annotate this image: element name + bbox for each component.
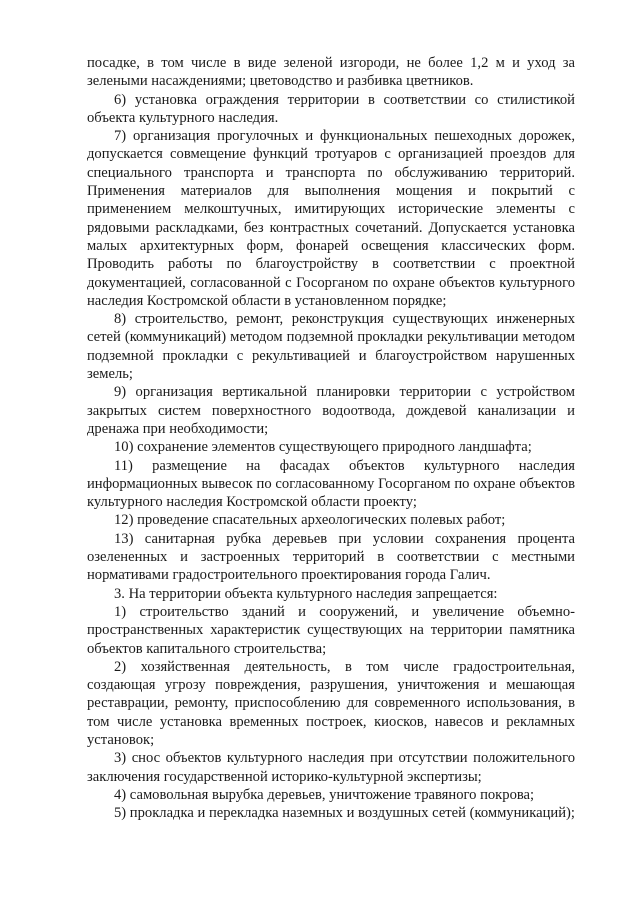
paragraph-item-11: 11) размещение на фасадах объектов культурного наследия информационных вывесок по согласованному Госорганом по охране объектов культурного наследия Костромской области проекту; (87, 457, 575, 511)
section-heading-3: 3. На территории объекта культурного наследия запрещается: (114, 585, 498, 602)
paragraph-continuation: посадке, в том числе в виде зеленой изгороди, не более 1,2 м и уход за зелеными насаждениями; цветоводство и разбивка цветников. (87, 55, 575, 90)
paragraph-item-7: 7) организация прогулочных и функциональных пешеходных дорожек, допускается совмещение функций тротуаров с организацией проездов для специального транспорта и транспорта по обслуживанию территорий. Применения материалов для выполнения мощения и покрытий с применением мелкоштучных, имитирующих исторические элементы с рядовыми раскладками, без контрастных сочетаний. Допускается установка малых архитектурных форм, фонарей освещения классических форм. Проводить работы по благоустройству в соответствии с проектной документацией, согласованной с Госорганом по охране объектов культурного наследия Костромской области в установленном порядке; (87, 128, 575, 309)
paragraph-item-8: 8) строительство, ремонт, реконструкция существующих инженерных сетей (коммуникаций) методом подземной прокладки рекультивации методом подземной прокладки с рекультивацией и благоустройством нарушенных земель; (87, 311, 575, 383)
prohibition-item-2: 2) хозяйственная деятельность, в том числе градостроительная, создающая угрозу повреждения, разрушения, уничтожения и мешающая реставрации, ремонту, приспособлению для современного использования, в том числе установка временных построек, киосков, навесов и рекламных установок; (87, 658, 575, 748)
prohibition-item-3: 3) снос объектов культурного наследия при отсутствии положительного заключения государственной историко-культурной экспертизы; (87, 750, 575, 785)
paragraph-item-13: 13) санитарная рубка деревьев при условии сохранения процента озелененных и застроенных территорий в соответствии с местными нормативами градостроительного проектирования города Галич. (87, 530, 575, 584)
document-body (87, 54, 575, 822)
paragraph-item-10: 10) сохранение элементов существующего природного ландшафта; (114, 439, 532, 456)
prohibition-item-5: 5) прокладка и перекладка наземных и воздушных сетей (коммуникаций); (114, 805, 575, 822)
paragraph-item-12: 12) проведение спасательных археологических полевых работ; (114, 512, 506, 529)
prohibition-item-4: 4) самовольная вырубка деревьев, уничтожение травяного покрова; (114, 786, 535, 803)
prohibition-item-1: 1) строительство зданий и сооружений, и увеличение объемно-пространственных характеристик существующих на территории памятника объектов капитального строительства; (87, 603, 575, 657)
paragraph-item-9: 9) организация вертикальной планировки территории с устройством закрытых систем поверхностного водоотвода, дождевой канализации и дренажа при необходимости; (87, 384, 575, 437)
paragraph-item-6: 6) установка ограждения территории в соответствии со стилистикой объекта культурного наследия. (87, 91, 575, 126)
